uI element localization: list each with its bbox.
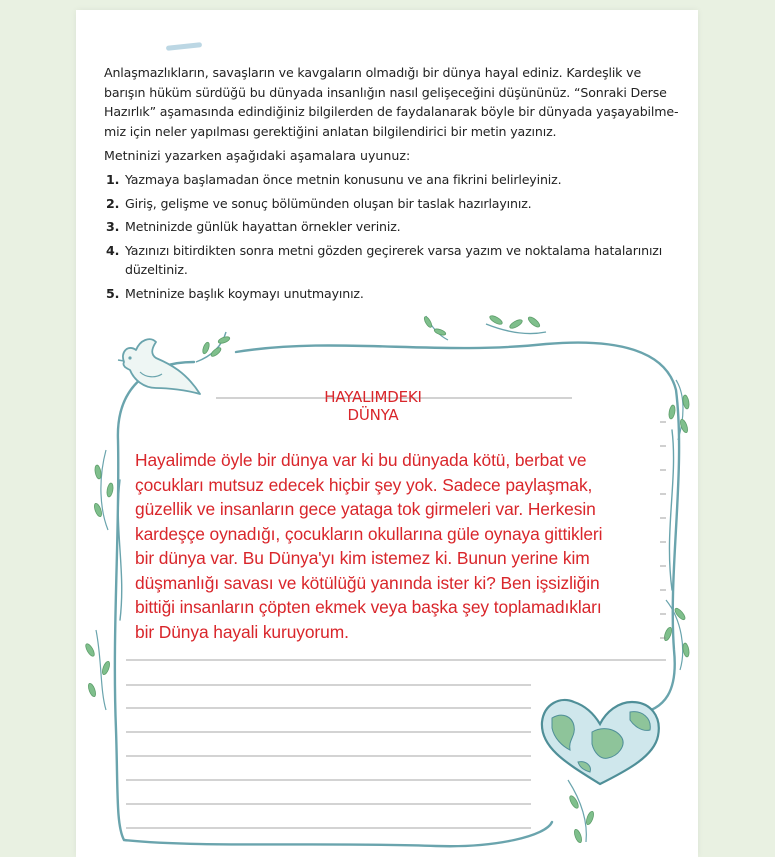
writing-frame	[76, 10, 698, 857]
step-number: 2.	[106, 195, 120, 211]
essay-line: düşmanlığı savası ve kötülüğü yanında ister ki? Ben işsizliğin	[135, 572, 600, 593]
margin-ticks	[660, 422, 666, 638]
steps-lead: Metninizi yazarken aşağıdaki aşamalara uyunuz:	[104, 148, 411, 163]
essay-line: kardeşçe oynadığı, çocukların okullarına güle oynaya gittikleri	[135, 523, 603, 544]
step-text: Metninizde günlük hayattan örnekler veriniz.	[125, 219, 401, 234]
essay-line: bittiği insanların çöpten ekmek veya başka şey toplamadıkları	[135, 597, 602, 617]
essay-line: çocukları mutsuz edecek hiçbir şey yok. Sadece paylaşmak,	[135, 474, 593, 495]
step-number: 3.	[106, 219, 120, 234]
essay-line: güzellik ve insanların gece yataga tok girmeleri var. Herkesin	[135, 499, 596, 519]
intro-line: miz için neler yapılması gerektiğini anlatan bilgilendirici bir metin yazınız.	[104, 123, 557, 139]
intro-line: barışın hüküm sürdüğü bu dünyada insanlığın nasıl gelişeceğini düşününüz. “Sonraki Derse	[104, 84, 667, 100]
step-text: Giriş, gelişme ve sonuç bölümünden oluşan bir taslak hazırlayınız.	[125, 195, 532, 211]
step-number: 4.	[106, 242, 120, 258]
step-number: 5.	[106, 285, 120, 301]
intro-line: Hazırlık” aşamasında edindiğiniz bilgilerden de faydalanarak böyle bir dünyada yaşayabilme-	[104, 104, 679, 120]
handwritten-essay	[135, 448, 660, 644]
intro-line: Anlaşmazlıkların, savaşların ve kavgaların olmadığı bir dünya hayal ediniz. Kardeşlik ve	[104, 65, 642, 80]
step-text: Yazmaya başlamadan önce metnin konusunu ve ana fikrini belirleyiniz.	[125, 172, 562, 187]
step-text: Metninize başlık koymayı unutmayınız.	[125, 285, 364, 301]
dove-icon	[118, 339, 200, 394]
worksheet-page	[76, 10, 698, 857]
step-number: 1.	[106, 172, 120, 187]
essay-line: bir Dünya hayali kuruyorum.	[135, 621, 349, 642]
essay-title: HAYALIMDEKI DÜNYA	[324, 388, 422, 424]
step-text: Yazınızı bitirdikten sonra metni gözden geçirerek varsa yazım ve noktalama hatalarınızı düzeltiniz.	[125, 242, 663, 277]
essay-line: Hayalimde öyle bir dünya var ki bu dünyada kötü, berbat ve	[135, 450, 587, 470]
essay-line: bir dünya var. Bu Dünya'yı kim istemez ki. Bunun yerine kim	[135, 548, 590, 568]
earth-heart-icon	[542, 700, 659, 784]
